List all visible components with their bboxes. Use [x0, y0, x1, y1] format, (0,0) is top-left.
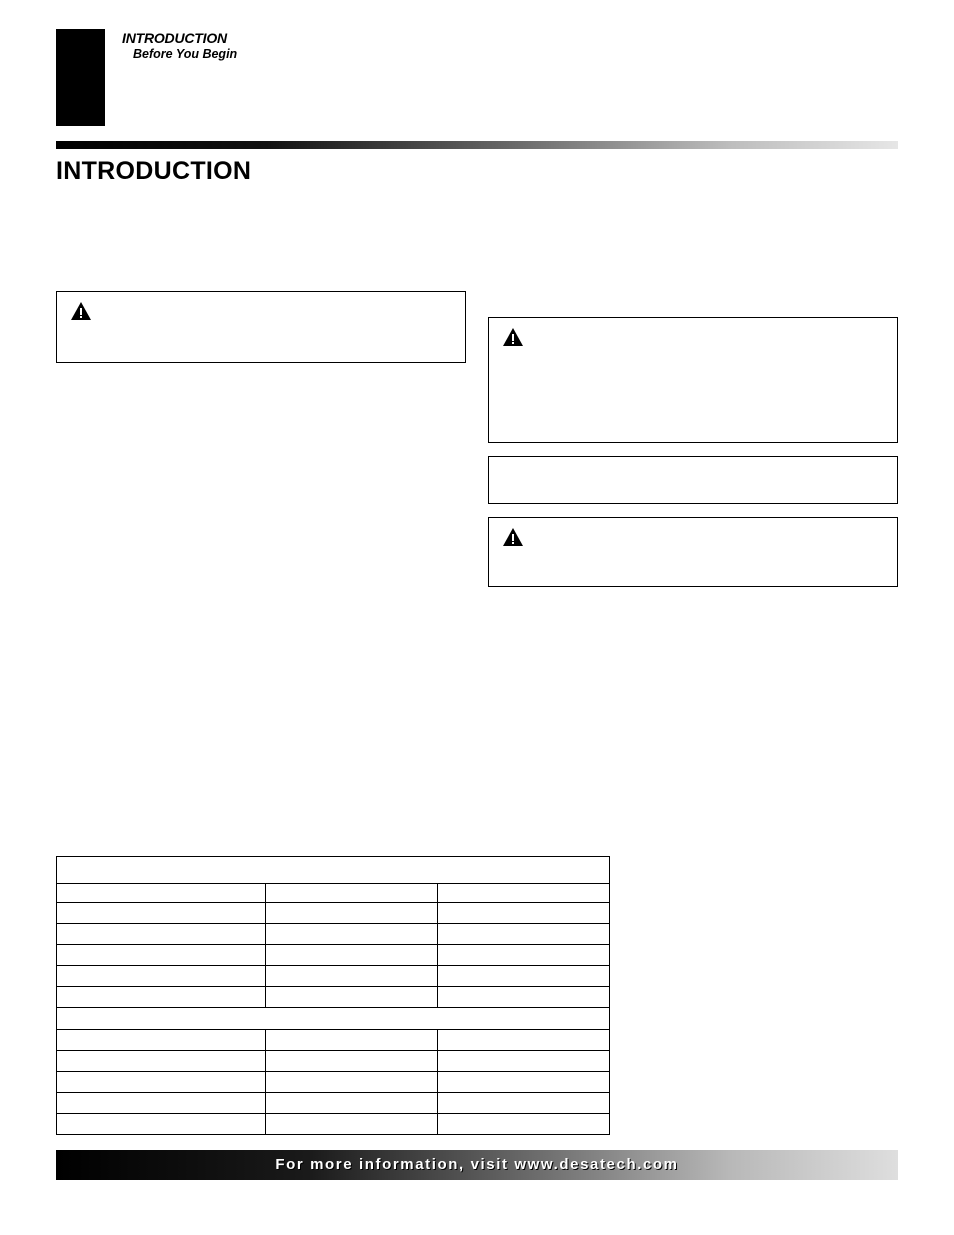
- table-cell: [57, 945, 266, 966]
- table-row: [57, 966, 610, 987]
- table-cell: [438, 903, 610, 924]
- table-cell: [57, 966, 266, 987]
- table-row: [57, 924, 610, 945]
- section-subtitle: Before You Begin: [133, 47, 238, 61]
- table-row: [57, 1072, 610, 1093]
- table-cell: [265, 1072, 438, 1093]
- table-row: [57, 884, 610, 903]
- table-row: [57, 903, 610, 924]
- table-cell: [438, 1072, 610, 1093]
- table-row: [57, 1114, 610, 1135]
- table-cell: [57, 857, 610, 884]
- page-title: INTRODUCTION: [56, 157, 252, 185]
- table-cell: [438, 924, 610, 945]
- table-cell: [57, 884, 266, 903]
- table-row: [57, 987, 610, 1008]
- table-cell: [57, 1008, 610, 1030]
- table-cell: [57, 1114, 266, 1135]
- table-cell: [57, 1072, 266, 1093]
- table-cell: [265, 1051, 438, 1072]
- section-title: INTRODUCTION: [122, 30, 227, 46]
- warning-triangle-icon: [502, 327, 524, 347]
- table-cell: [57, 903, 266, 924]
- table-cell: [438, 1093, 610, 1114]
- table-cell: [265, 1114, 438, 1135]
- table-cell: [265, 966, 438, 987]
- table-section-row: [57, 857, 610, 884]
- warning-box-right-top: [488, 317, 898, 443]
- table-row: [57, 1051, 610, 1072]
- warning-triangle-icon: [70, 301, 92, 321]
- table-row: [57, 1030, 610, 1051]
- table-cell: [438, 1030, 610, 1051]
- table-cell: [438, 945, 610, 966]
- specifications-table: [56, 856, 610, 1135]
- table-cell: [57, 924, 266, 945]
- table-cell: [57, 987, 266, 1008]
- warning-box-right-bottom: [488, 517, 898, 587]
- notice-box: [488, 456, 898, 504]
- table-cell: [438, 966, 610, 987]
- header-gradient-rule: [56, 141, 898, 149]
- table-cell: [57, 1030, 266, 1051]
- table-cell: [265, 987, 438, 1008]
- table-section-row: [57, 1008, 610, 1030]
- table-cell: [438, 1051, 610, 1072]
- footer-text: For more information, visit www.desatech.com: [275, 1156, 679, 1173]
- warning-box-left: [56, 291, 466, 363]
- table-cell: [438, 884, 610, 903]
- table-cell: [265, 945, 438, 966]
- table-cell: [265, 924, 438, 945]
- warning-triangle-icon: [502, 527, 524, 547]
- section-tab-marker: [56, 29, 105, 126]
- footer-bar: [56, 1150, 898, 1180]
- table-cell: [57, 1093, 266, 1114]
- table-row: [57, 945, 610, 966]
- table-cell: [438, 1114, 610, 1135]
- table-cell: [438, 987, 610, 1008]
- table-cell: [57, 1051, 266, 1072]
- table-cell: [265, 903, 438, 924]
- table-cell: [265, 1093, 438, 1114]
- table-cell: [265, 884, 438, 903]
- table-row: [57, 1093, 610, 1114]
- table-cell: [265, 1030, 438, 1051]
